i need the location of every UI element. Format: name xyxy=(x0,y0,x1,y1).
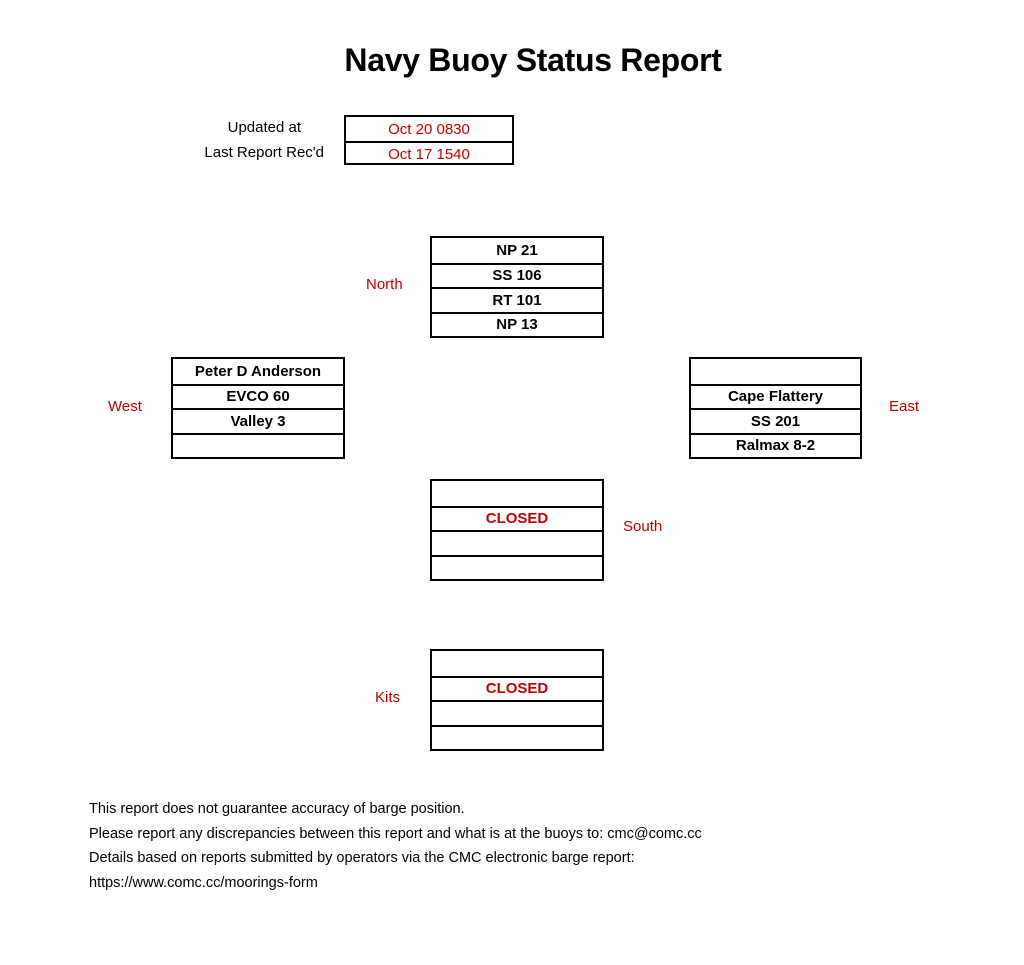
north-label: North xyxy=(366,276,403,293)
north-slot-4: NP 13 xyxy=(432,312,602,337)
north-slot-1: NP 21 xyxy=(496,241,538,259)
details-line: Details based on reports submitted by operators via the CMC electronic barge report: xyxy=(89,850,635,867)
west-slot-2: EVCO 60 xyxy=(173,384,343,409)
south-buoy-box xyxy=(430,479,604,581)
updated-at-value: Oct 20 0830 xyxy=(388,120,470,138)
west-label: West xyxy=(108,398,142,415)
north-slot-3: RT 101 xyxy=(432,287,602,312)
form-url-link[interactable]: https://www.comc.cc/moorings-form xyxy=(89,875,318,892)
kits-slot-1 xyxy=(432,651,602,676)
disclaimer-footer xyxy=(89,797,702,896)
south-slot-3 xyxy=(432,530,602,555)
updated-at-label: Updated at xyxy=(227,119,301,136)
west-buoy-box xyxy=(171,357,345,459)
last-report-value: Oct 17 1540 xyxy=(346,141,512,165)
disclaimer-line: This report does not guarantee accuracy of barge position. xyxy=(89,801,465,817)
page-title: Navy Buoy Status Report xyxy=(344,42,722,78)
east-buoy-box xyxy=(689,357,862,459)
north-buoy-box xyxy=(430,236,604,338)
south-label: South xyxy=(623,518,663,535)
east-slot-2: Cape Flattery xyxy=(691,384,860,409)
last-report-label: Last Report Rec'd xyxy=(204,144,324,161)
south-slot-4 xyxy=(432,555,602,580)
north-slot-2: SS 106 xyxy=(432,263,602,288)
south-slot-2-status: CLOSED xyxy=(432,506,602,531)
south-slot-1 xyxy=(432,481,602,506)
east-slot-3: SS 201 xyxy=(691,408,860,433)
east-slot-4: Ralmax 8-2 xyxy=(691,433,860,458)
kits-buoy-box xyxy=(430,649,604,751)
kits-slot-3 xyxy=(432,700,602,725)
east-slot-1 xyxy=(691,359,860,384)
kits-slot-2-status: CLOSED xyxy=(432,676,602,701)
west-slot-1: Peter D Anderson xyxy=(194,362,322,380)
contact-line: Please report any discrepancies between this report and what is at the buoys to: cmc@comc.cc xyxy=(89,825,702,842)
kits-slot-4 xyxy=(432,725,602,750)
kits-label: Kits xyxy=(375,689,401,706)
west-slot-3: Valley 3 xyxy=(173,408,343,433)
west-slot-4 xyxy=(173,433,343,458)
east-label: East xyxy=(889,398,920,415)
report-times-box xyxy=(344,115,514,165)
